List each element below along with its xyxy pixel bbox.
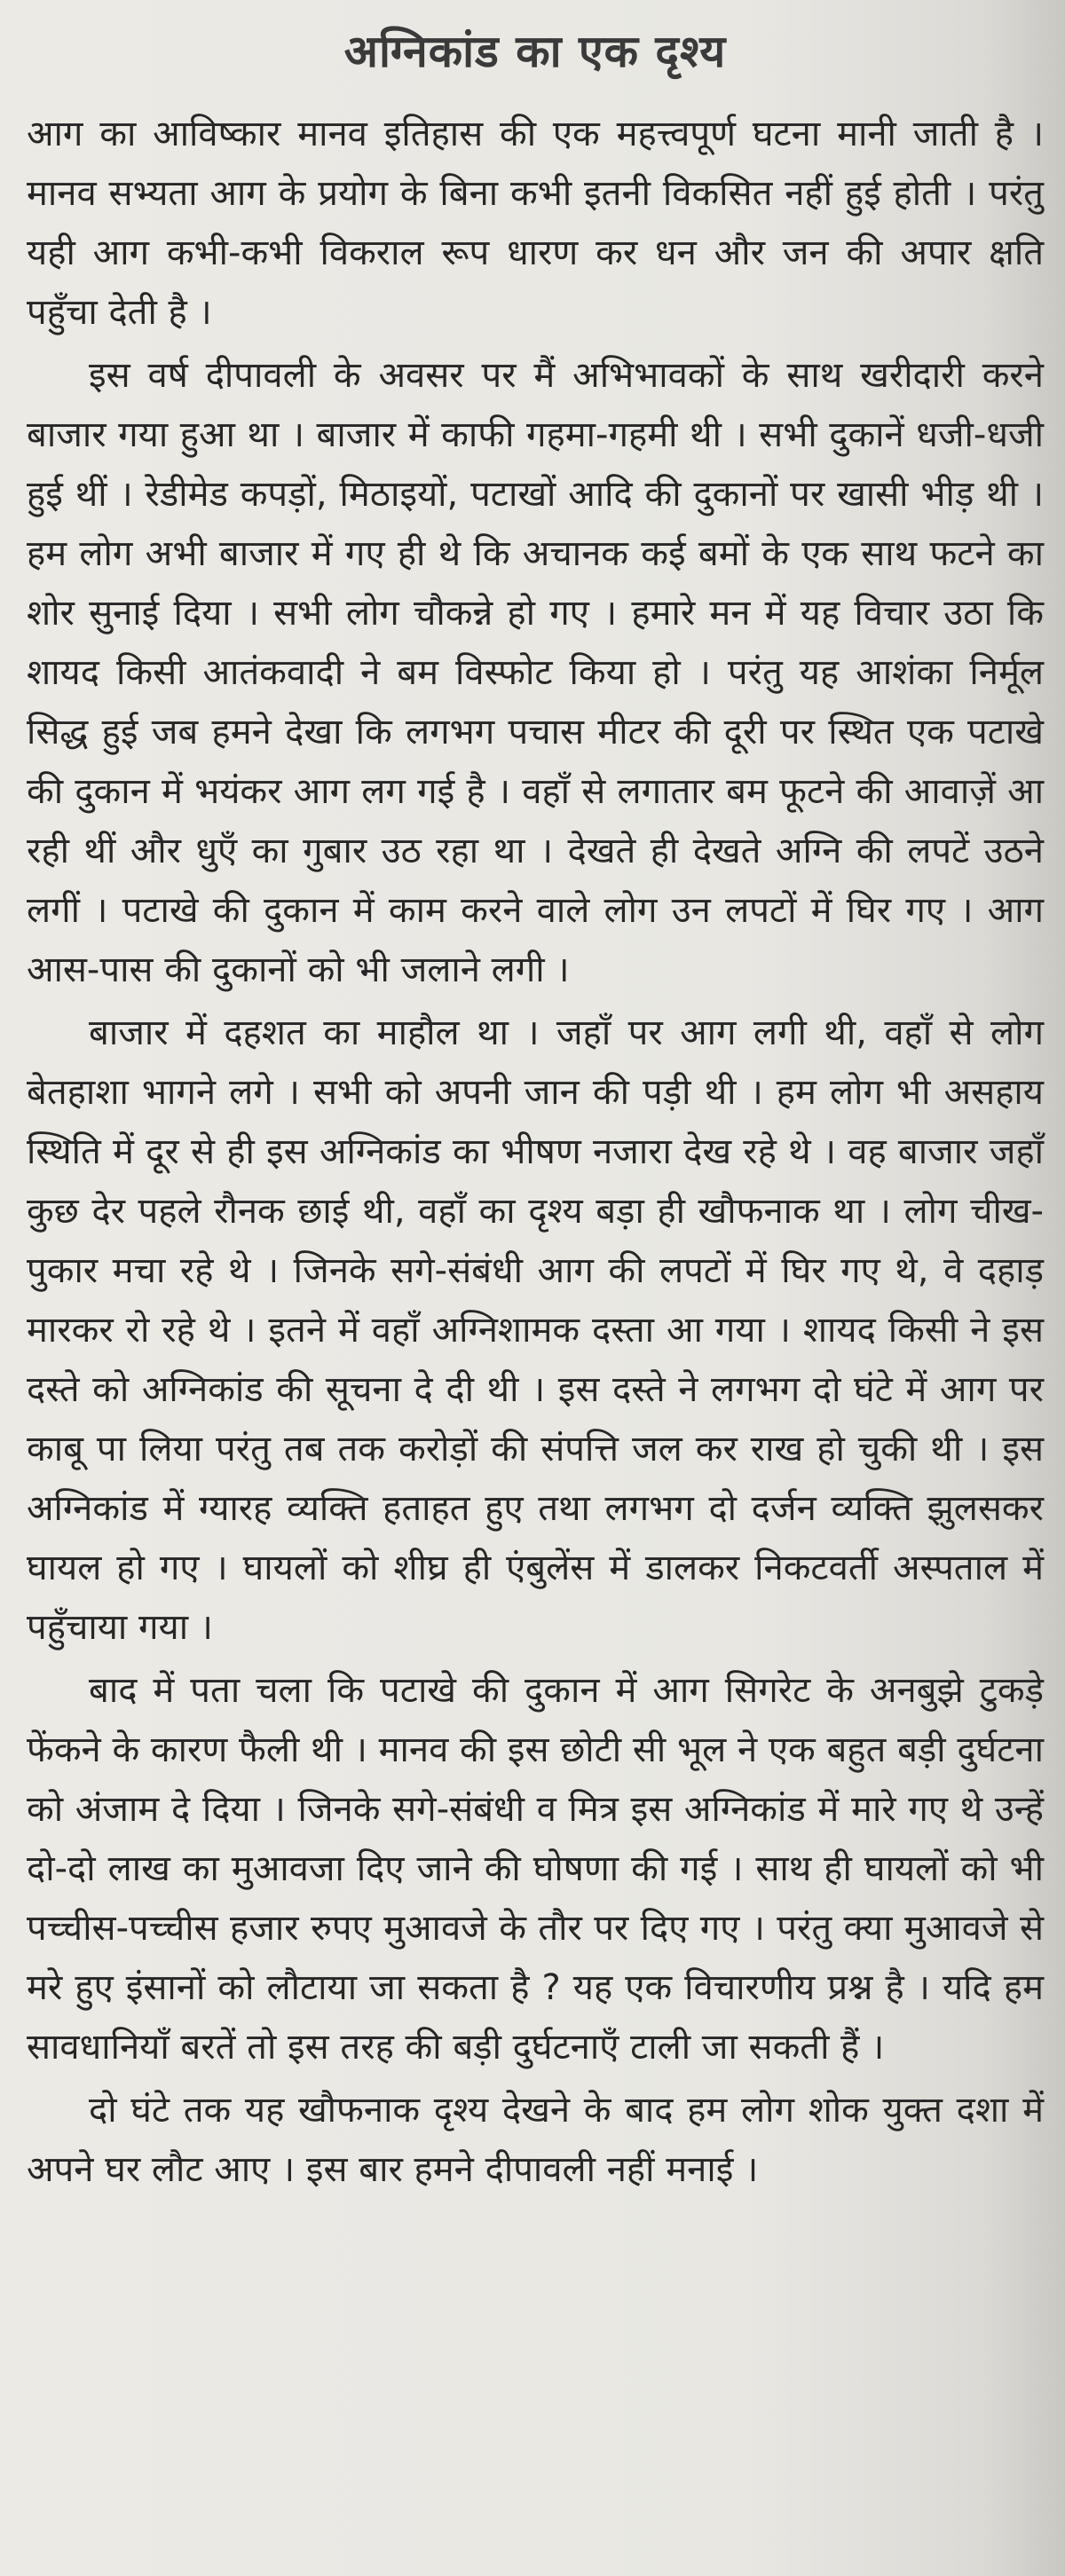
essay-title: अग्निकांड का एक दृश्य <box>343 26 727 77</box>
paragraph-conclusion: दो घंटे तक यह खौफनाक दृश्य देखने के बाद हम लोग शोक युक्त दशा में अपने घर लौट आए । इस बार हमने दीपावली नहीं मनाई । <box>27 2090 1044 2190</box>
paragraph-panic: बाजार में दहशत का माहौल था । जहाँ पर आग लगी थी, वहाँ से लोग बेतहाशा भागने लगे । सभी को अपनी जान की पड़ी थी । हम लोग भी असहाय स्थिति में दूर से ही इस अग्निकांड का भीषण नजारा देख रहे थे । वह बाजार जहाँ कुछ देर पहले रौनक छाई थी, वहाँ का दृश्य बड़ा ही खौफनाक था । लोग चीख-पुकार मचा रहे थे । जिनके सगे-संबंधी आग की लपटों में घिर गए थे, वे दहाड़ मारकर रो रहे थे । इतने में वहाँ अग्निशामक दस्ता आ गया । शायद किसी ने इस दस्ते को अग्निकांड की सूचना दे दी थी । इस दस्ते ने लगभग दो घंटे में आग पर काबू पा लिया परंतु तब तक करोड़ों की संपत्ति जल कर राख हो चुकी थी । इस अग्निकांड में ग्यारह व्यक्ति हताहत हुए तथा लगभग दो दर्जन व्यक्ति झुलसकर घायल हो गए । घायलों को शीघ्र ही एंबुलेंस में डालकर निकटवर्ती अस्पताल में पहुँचाया गया । <box>27 1012 1044 1648</box>
paragraph-intro: आग का आविष्कार मानव इतिहास की एक महत्त्वपूर्ण घटना मानी जाती है । मानव सभ्यता आग के प्रयोग के बिना कभी इतनी विकसित नहीं हुई होती । परंतु यही आग कभी-कभी विकराल रूप धारण कर धन और जन की अपार क्षति पहुँचा देती है । <box>27 114 1044 333</box>
paragraph-market-fire: इस वर्ष दीपावली के अवसर पर मैं अभिभावकों के साथ खरीदारी करने बाजार गया हुआ था । बाजार में काफी गहमा-गहमी थी । सभी दुकानें धजी-धजी हुई थीं । रेडीमेड कपड़ों, मिठाइयों, पटाखों आदि की दुकानों पर खासी भीड़ थी । हम लोग अभी बाजार में गए ही थे कि अचानक कई बमों के एक साथ फटने का शोर सुनाई दिया । सभी लोग चौकन्ने हो गए । हमारे मन में यह विचार उठा कि शायद किसी आतंकवादी ने बम विस्फोट किया हो । परंतु यह आशंका निर्मूल सिद्ध हुई जब हमने देखा कि लगभग पचास मीटर की दूरी पर स्थित एक पटाखे की दुकान में भयंकर आग लग गई है । वहाँ से लगातार बम फूटने की आवाज़ें आ रही थीं और धुएँ का गुबार उठ रहा था । देखते ही देखते अग्नि की लपटें उठने लगीं । पटाखे की दुकान में काम करने वाले लोग उन लपटों में घिर गए । आग आस-पास की दुकानों को भी जलाने लगी । <box>27 355 1044 990</box>
paragraph-cause: बाद में पता चला कि पटाखे की दुकान में आग सिगरेट के अनबुझे टुकड़े फेंकने के कारण फैली थी । मानव की इस छोटी सी भूल ने एक बहुत बड़ी दुर्घटना को अंजाम दे दिया । जिनके सगे-संबंधी व मित्र इस अग्निकांड में मारे गए थे उन्हें दो-दो लाख का मुआवजा दिए जाने की घोषणा की गई । साथ ही घायलों को भी पच्चीस-पच्चीस हजार रुपए मुआवजे के तौर पर दिए गए । परंतु क्या मुआवजे से मरे हुए इंसानों को लौटाया जा सकता है ? यह एक विचारणीय प्रश्न है । यदि हम सावधानियाँ बरतें तो इस तरह की बड़ी दुर्घटनाएँ टाली जा सकती हैं । <box>27 1670 1044 2068</box>
